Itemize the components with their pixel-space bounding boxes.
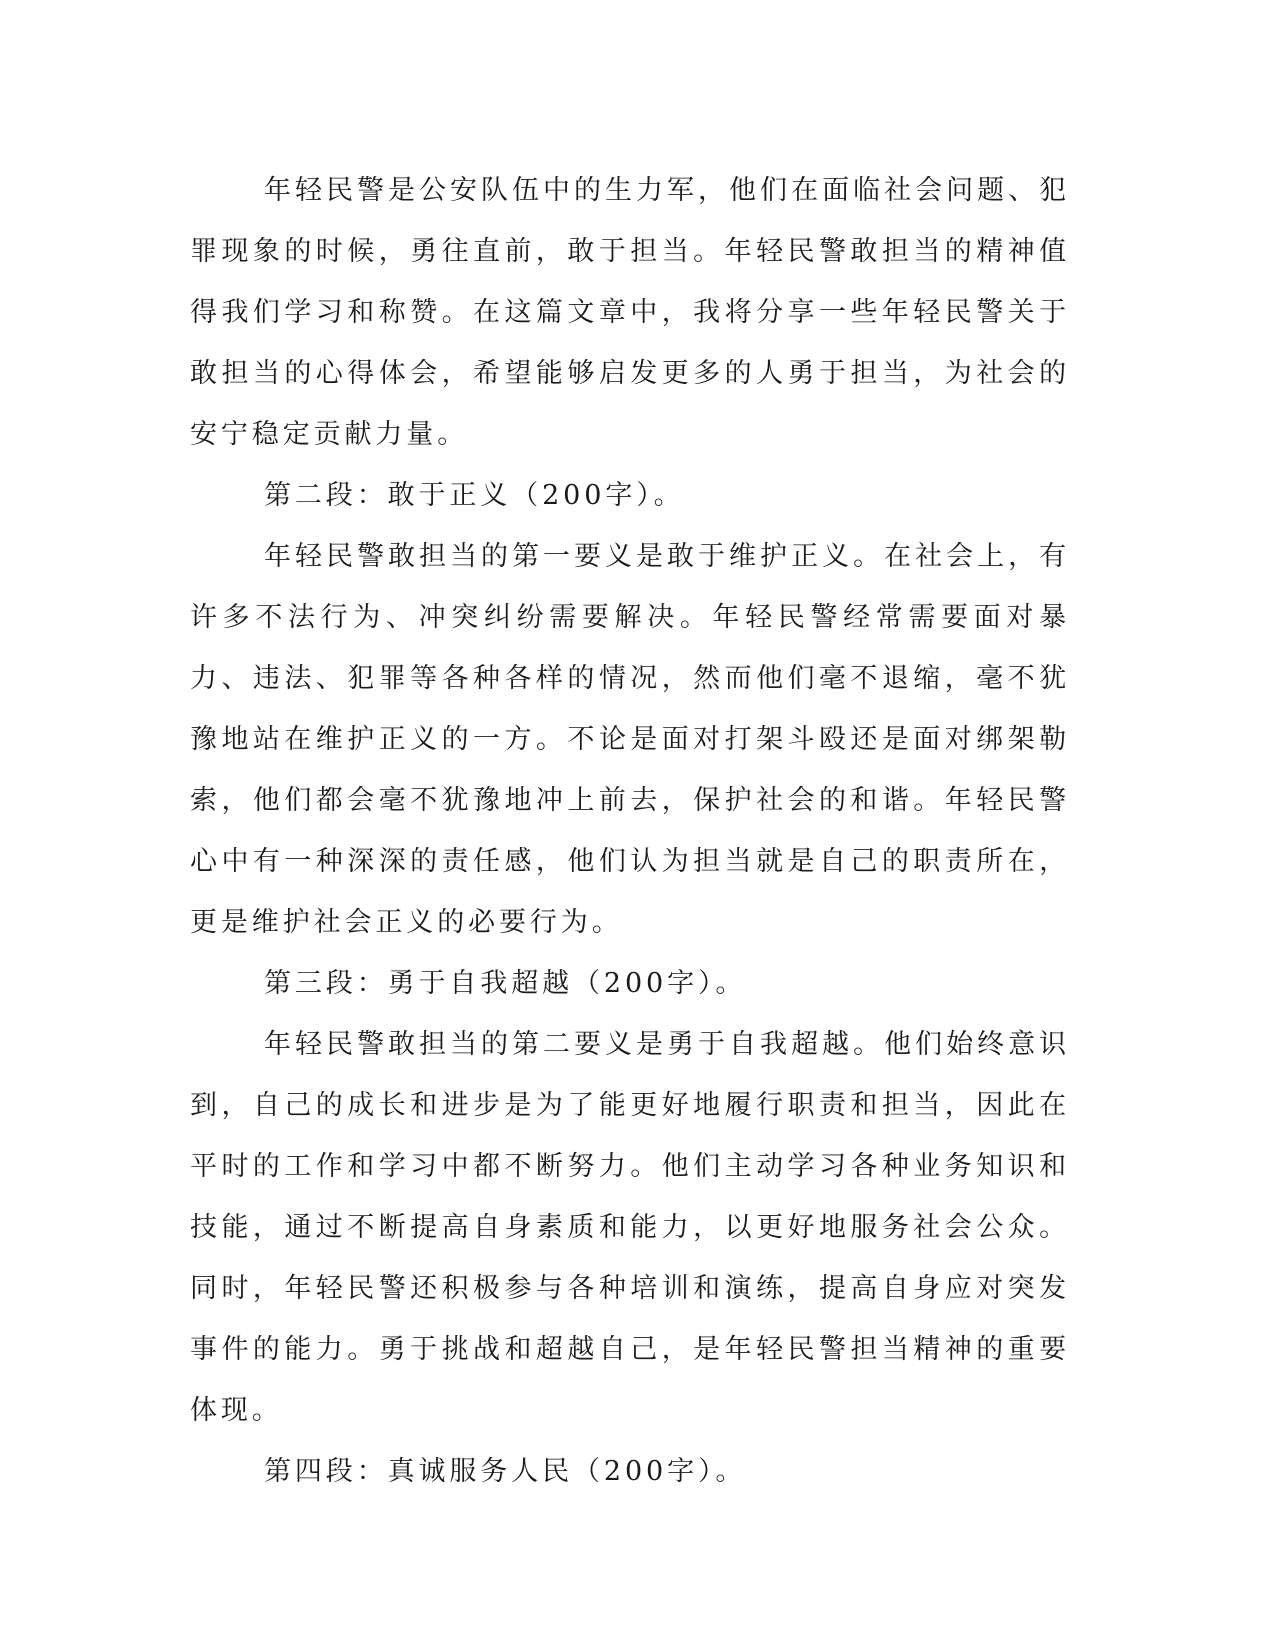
- section-3-paragraph: 年轻民警敢担当的第二要义是勇于自我超越。他们始终意识到，自己的成长和进步是为了能更好地履行职责和担当，因此在平时的工作和学习中都不断努力。他们主动学习各种业务知识和技能，通过不断提高自身素质和能力，以更好地服务社会公众。同时，年轻民警还积极参与各种培训和演练，提高自身应对突发事件的能力。勇于挑战和超越自己，是年轻民警担当精神的重要体现。: [190, 1029, 1070, 1426]
- section-2-paragraph: 年轻民警敢担当的第一要义是敢于维护正义。在社会上，有许多不法行为、冲突纠纷需要解决。年轻民警经常需要面对暴力、违法、犯罪等各种各样的情况，然而他们毫不退缩，毫不犹豫地站在维护正义的一方。不论是面对打架斗殴还是面对绑架勒索，他们都会毫不犹豫地冲上前去，保护社会的和谐。年轻民警心中有一种深深的责任感，他们认为担当就是自己的职责所在，更是维护社会正义的必要行为。: [190, 541, 1070, 938]
- intro-paragraph: 年轻民警是公安队伍中的生力军，他们在面临社会问题、犯罪现象的时候，勇往直前，敢于担当。年轻民警敢担当的精神值得我们学习和称赞。在这篇文章中，我将分享一些年轻民警关于敢担当的心得体会，希望能够启发更多的人勇于担当，为社会的安宁稳定贡献力量。: [190, 175, 1070, 450]
- document-body: [190, 160, 1070, 1502]
- section-heading-3: 第三段：勇于自我超越（200字）。: [264, 968, 747, 999]
- section-heading-4: 第四段：真诚服务人民（200字）。: [264, 1456, 747, 1487]
- section-heading-2: 第二段：敢于正义（200字）。: [264, 480, 685, 511]
